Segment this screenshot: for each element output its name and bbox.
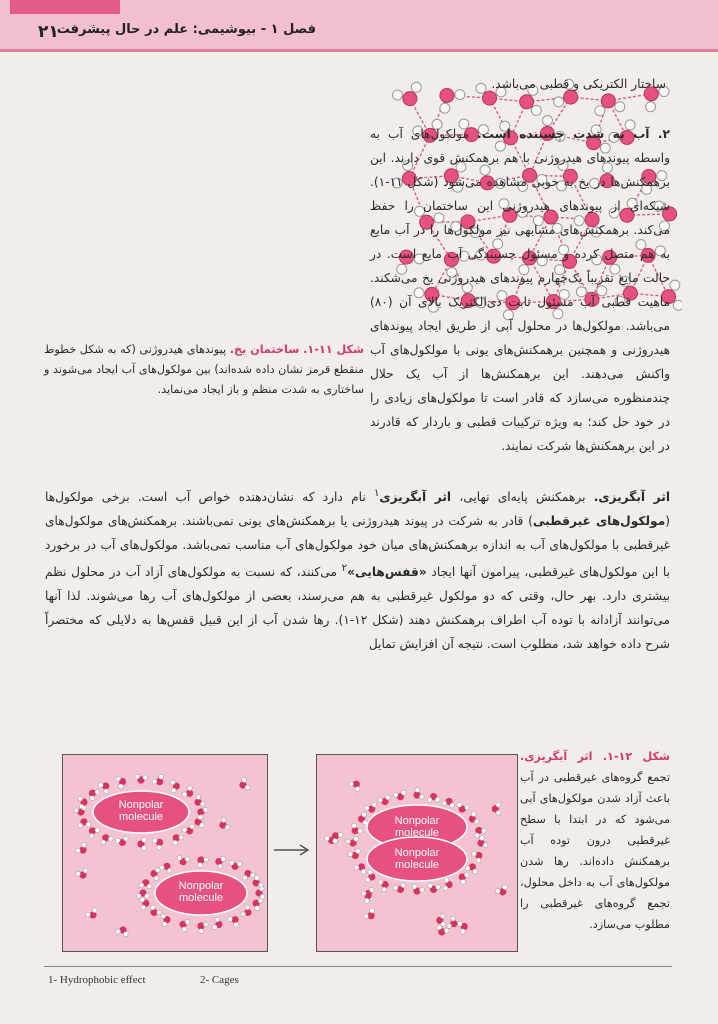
term-cages: «قفس‌هایی» [347,565,427,580]
term-nonpolar-molecules: مولکول‌های غیرقطبی [532,514,666,529]
footnote-1: 1- Hydrophobic effect [48,974,146,986]
figure-11-text: پیوندهای هیدروژنی (که به شکل خطوط منقطع قرمز نشان داده شده‌اند) بین مولکول‌های آب ایجاد می‌شوند و ساختاری به شدت منظم و باز ایجاد می‌نماید. [44,343,364,396]
footnote-ref-1: ۱ [373,488,380,499]
term-hydrophobic-effect: اثر آبگریزی [379,490,452,505]
right-molecule-label-2: Nonpolar molecule [394,847,440,871]
left-panel-drawing [63,755,267,951]
left-molecule-label-1: Nonpolar molecule [118,799,164,823]
figure-12-caption [520,746,670,935]
left-molecule-label-2: Nonpolar molecule [178,880,224,904]
figure-12-text: تجمع گروه‌های غیرقطبی در آب باعث آزاد شدن مولکول‌های آبی می‌شود که در ابتدا با سطح غیرقطبی درون توده آب برهمکنش داده‌اند. رها شدن مولکول‌های آب به داخل محلول، تجمع گروه‌های غیرقطبی را مطلوب می‌سازد. [520,771,670,931]
page-header [0,0,718,52]
hydrophobic-heading: اثر آبگریزی. [593,490,671,505]
hydrophobic-text-3: ) قادر به شرکت در پیوند هیدروژنی یا برهمکنش‌های یونی نمی‌باشند. برهمکنش‌های مولکول‌های غیرقطبی با مولکول‌های آب به اندازه برهمکنش‌های میان خود مولکول‌های آب مناسب نمی‌باشد. مولکول‌های آب در برخورد با این مولکول‌های غیرقطبی، پیرامون آنها ایجاد [45,514,670,580]
arrow-icon [272,842,312,858]
header-divider [0,49,718,52]
hydrophobic-text-1: برهمکنش پایه‌ای نهایی، [451,490,586,505]
chapter-title: فصل ۱ - بیوشیمی: علم در حال پیشرفت [56,22,316,37]
figure-11-label: شکل ۱۱-۱. ساختمان یخ. [229,343,364,356]
hydrophobic-paragraph [45,482,670,656]
footnote-ref-2: ۲ [341,563,348,575]
figure-11-caption [44,340,364,400]
section-2-heading: ۲. آب به شدت چسبنده است. [477,127,670,141]
section-2-body: مولکول‌های آب به واسطه پیوندهای هیدروژنی با هم برهمکنش قوی دارند. این برهمکنش‌ها در یخ به خوبی مشاهده می‌شود (شکل ۱۱-۱). شبکه‌ای از پیوندهای هیدروژنی این ساختمان را حفظ می‌کند. برهمکنش‌های مشابهی نیز مولکول‌ها را در آب مایع به هم متصل کرده و مسئول چسبندگی آب مایع است. در حالت مایع تقریباً یک‌چهارم پیوندهای هیدروژنی یخ می‌شکند. ماهیت قطبی آب مسئول ثابت دی‌الکتریک بالای آن (۸۰) می‌باشد. مولکول‌ها در محلول آبی از طریق ایجاد پیوندهای هیدروژنی و همچنین برهمکنش‌های یونی با مولکول‌های آب واکنش می‌دهند. این برهمکنش‌ها از آب یک حلال چندمنظوره می‌سازد که قادر است تا مولکول‌های زیادی را در خود حل کند؛ به ویژه ترکیبات قطبی و باردار که قادرند در این برهمکنش‌ها شرکت نمایند. [370,127,670,453]
hydrophobic-right-panel [316,754,518,952]
footnote-2: 2- Cages [200,974,239,986]
page-number: ۲۱ [38,22,59,42]
section-2-paragraph [370,122,670,458]
right-molecule-label-1: Nonpolar molecule [394,815,440,839]
header-tab [10,0,120,14]
hydrophobic-left-panel [62,754,268,952]
footnote-divider [44,966,672,967]
hydrophobic-text-4: می‌کنند، که نسبت به مولکول‌های آزاد آب در محلول نظم بیشتری دارد. بهر حال، وقتی که دو مولکول غیرقطبی به هم می‌رسند، بعضی از مولکول‌های آب رها می‌شوند. لذا آنها می‌توانند آزادانه با توده آب اطراف برهمکنش دهند (شکل ۱۲-۱). رها شدن آب از این قبیل قفس‌ها به دلایلی که مختصراً شرح داده خواهد شد، مطلوب است. نتیجه آن افزایش تمایل [45,565,670,652]
intro-line: ساختار الکتریکی و قطبی می‌باشد. [491,77,666,91]
figure-12-label: شکل ۱۲-۱. اثر آبگریزی. [520,750,671,763]
hydrophobic-text-2: نام دارد که نشان‌دهنده خواص آب است. برخی مولکول‌ها ( [45,490,671,529]
